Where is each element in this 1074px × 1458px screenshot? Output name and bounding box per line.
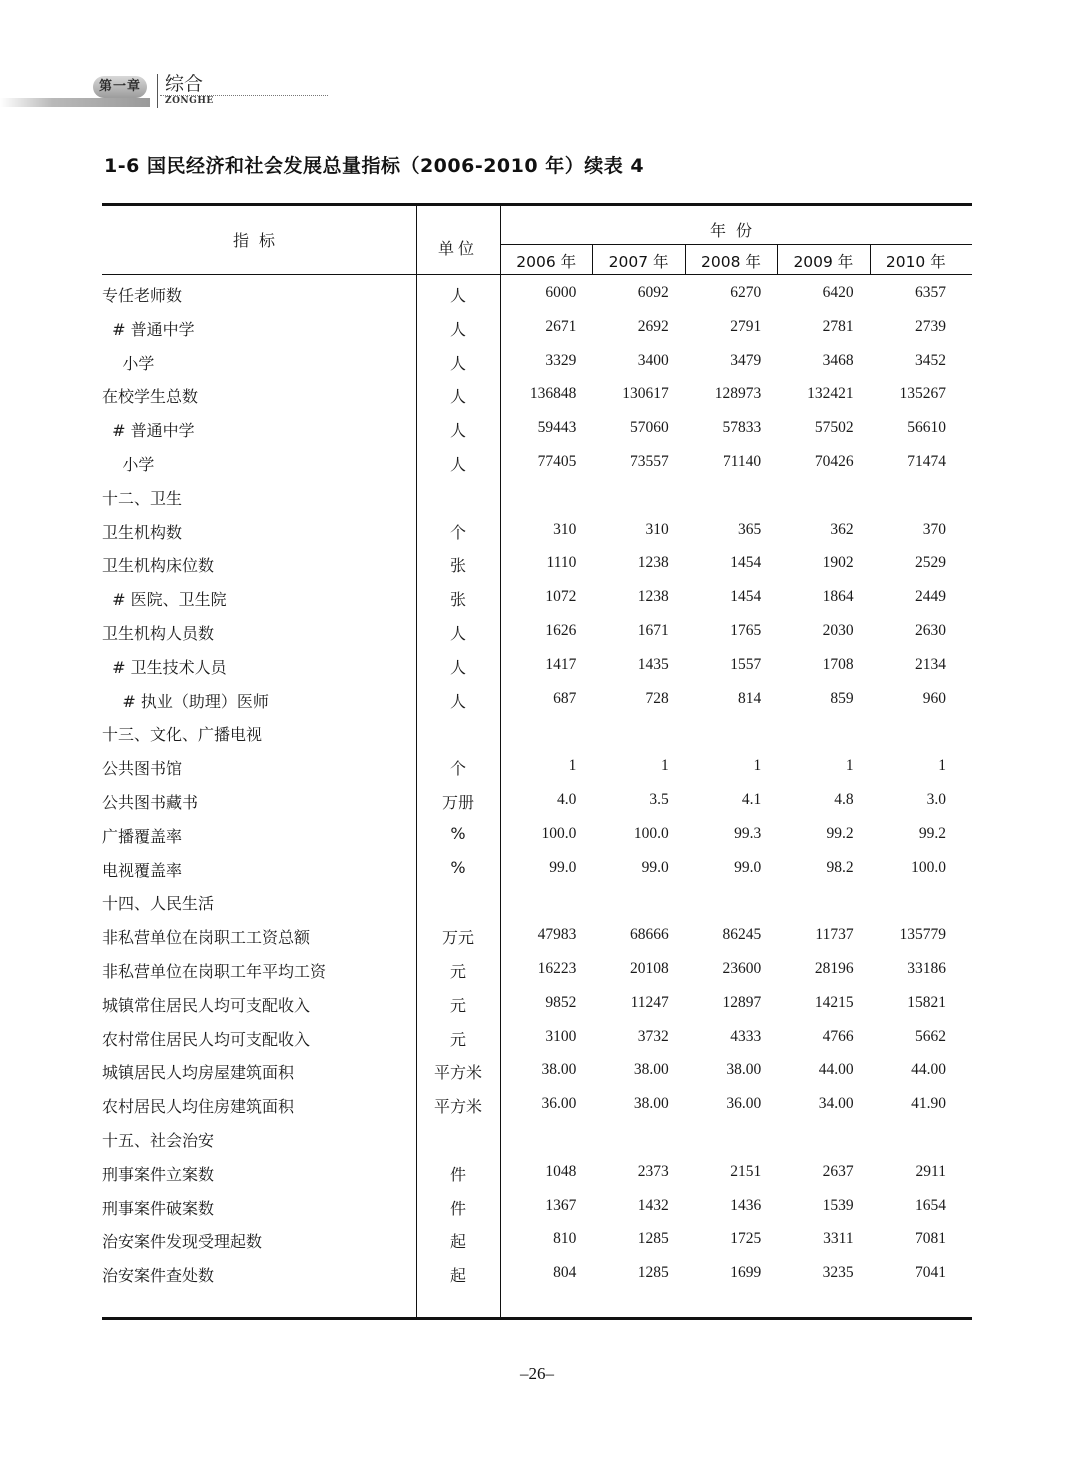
value-cell: 1454 (730, 554, 762, 572)
indicator-name: 刑事案件破案数 (102, 1198, 215, 1218)
value-cell: 728 (645, 689, 669, 707)
indicator-unit: 张 (449, 590, 466, 610)
value-cell: 362 (830, 520, 854, 538)
value-cell: 99.0 (734, 858, 762, 876)
indicator-name: # 医院、卫生院 (102, 590, 227, 610)
value-cell: 6420 (822, 284, 854, 301)
value-cell: 3100 (545, 1027, 577, 1045)
value-cell: 1 (568, 757, 577, 775)
value-cell: 365 (737, 520, 762, 538)
value-cell: 99.3 (734, 824, 762, 842)
indicator-name: 治安案件查处数 (102, 1266, 215, 1286)
value-cell: 1285 (637, 1230, 669, 1248)
value-cell: 3329 (545, 351, 577, 369)
data-table (102, 203, 972, 1320)
chapter-header (0, 70, 330, 110)
table-row (102, 1124, 972, 1158)
indicator-name: 公共图书馆 (102, 759, 183, 779)
value-cell: 99.0 (549, 858, 577, 876)
value-cell: 57060 (630, 419, 669, 437)
value-cell: 1699 (730, 1264, 762, 1282)
value-cell: 2630 (914, 621, 946, 639)
value-cell: 44.00 (818, 1061, 854, 1079)
chapter-divider (157, 74, 158, 108)
value-cell: 71474 (907, 452, 946, 470)
value-cell: 1765 (730, 621, 762, 639)
value-cell: 4.8 (834, 790, 854, 808)
value-cell: 1285 (637, 1264, 669, 1282)
value-cell: 15821 (907, 993, 946, 1011)
table-row (102, 651, 972, 685)
year-header-cell: 2010 年 (885, 253, 946, 271)
value-cell: 6357 (914, 284, 946, 301)
indicator-name: 十五、社会治安 (102, 1130, 215, 1150)
value-cell: 1539 (822, 1196, 854, 1214)
indicator-unit: 件 (449, 1198, 466, 1218)
value-cell: 36.00 (726, 1095, 762, 1113)
value-cell: 3479 (730, 351, 762, 369)
value-cell: 310 (553, 520, 577, 538)
indicator-name: 小学 (102, 454, 155, 474)
indicator-name: 农村常住居民人均可支配收入 (102, 1029, 311, 1049)
value-cell: 34.00 (818, 1095, 854, 1113)
indicator-name: 电视覆盖率 (102, 860, 183, 880)
value-cell: 135267 (899, 385, 946, 403)
indicator-unit: 元 (449, 961, 466, 981)
value-cell: 1110 (546, 554, 577, 572)
table-row (102, 820, 972, 854)
indicator-unit: % (450, 857, 466, 877)
value-cell: 11247 (630, 993, 669, 1011)
value-cell: 1 (753, 757, 762, 775)
indicator-unit: 人 (449, 454, 466, 474)
indicator-name: 十四、人民生活 (102, 894, 215, 914)
value-cell: 70426 (814, 452, 854, 470)
value-cell: 11737 (815, 926, 854, 944)
table-row (102, 617, 972, 651)
year-header-cell: 2006 年 (516, 253, 577, 271)
value-cell: 59443 (537, 419, 577, 437)
value-cell: 1 (661, 757, 669, 775)
indicator-unit: 个 (449, 522, 466, 542)
value-cell: 2134 (914, 655, 946, 673)
indicator-unit: 人 (449, 421, 466, 441)
indicator-unit: 件 (449, 1164, 466, 1184)
value-cell: 71140 (723, 452, 762, 470)
chapter-badge: 第一章 (93, 76, 147, 98)
table-body (102, 279, 972, 1293)
header-unit: 单位 (437, 239, 478, 258)
value-cell: 100.0 (911, 858, 946, 876)
indicator-unit: 个 (449, 759, 466, 779)
value-cell: 38.00 (726, 1061, 762, 1079)
table-row (102, 482, 972, 516)
value-cell: 98.2 (826, 858, 854, 876)
value-cell: 33186 (907, 959, 946, 977)
value-cell: 7081 (914, 1230, 946, 1248)
value-cell: 16223 (537, 959, 577, 977)
value-cell: 3311 (823, 1230, 854, 1248)
indicator-unit: 人 (449, 387, 466, 407)
value-cell: 136848 (529, 385, 577, 403)
value-cell: 14215 (814, 993, 854, 1011)
indicator-unit: 起 (449, 1266, 466, 1286)
value-cell: 814 (737, 689, 762, 707)
value-cell: 1 (938, 757, 946, 775)
indicator-name: 小学 (102, 353, 155, 373)
indicator-name: 广播覆盖率 (102, 826, 183, 846)
value-cell: 960 (922, 689, 946, 707)
value-cell: 4.1 (741, 790, 762, 808)
value-cell: 135779 (899, 926, 946, 944)
value-cell: 3.5 (649, 790, 669, 808)
value-cell: 4766 (822, 1027, 854, 1045)
table-row (102, 685, 972, 719)
table-row (102, 989, 972, 1023)
header-indicator: 指标 (232, 231, 285, 250)
value-cell: 12897 (722, 993, 762, 1011)
table-row (102, 955, 972, 989)
value-cell: 99.2 (918, 824, 946, 842)
value-cell: 6000 (545, 284, 577, 301)
year-header-cell: 2008 年 (701, 253, 761, 271)
table-row (102, 887, 972, 921)
indicator-name: # 卫生技术人员 (102, 657, 227, 677)
indicator-name: 城镇常住居民人均可支配收入 (102, 995, 311, 1015)
value-cell: 7041 (914, 1264, 946, 1282)
header-year-group: 年份 (709, 221, 762, 240)
value-cell: 1902 (822, 554, 854, 572)
page-number: –26– (520, 1364, 554, 1383)
value-cell: 810 (553, 1230, 577, 1248)
indicator-unit: 人 (449, 623, 466, 643)
value-cell: 20108 (630, 959, 669, 977)
value-cell: 1048 (545, 1162, 577, 1180)
value-cell: 2739 (914, 317, 946, 335)
value-cell: 3400 (637, 351, 669, 369)
value-cell: 128973 (714, 385, 762, 403)
table-row (102, 786, 972, 820)
table-row (102, 380, 972, 414)
value-cell: 1864 (822, 588, 854, 606)
table-row (102, 1090, 972, 1124)
table-row (102, 718, 972, 752)
value-cell: 2692 (637, 317, 669, 335)
year-group-rule (500, 244, 972, 245)
value-cell: 44.00 (911, 1061, 946, 1079)
table-row (102, 583, 972, 617)
table-row (102, 448, 972, 482)
indicator-unit: 张 (449, 556, 466, 576)
value-cell: 1417 (545, 655, 577, 673)
value-cell: 38.00 (633, 1095, 669, 1113)
value-cell: 2637 (822, 1162, 854, 1180)
value-cell: 6270 (730, 284, 762, 301)
indicator-name: 卫生机构人员数 (102, 623, 215, 643)
table-row (102, 921, 972, 955)
value-cell: 57833 (722, 419, 762, 437)
value-cell: 1671 (637, 621, 669, 639)
value-cell: 100.0 (633, 824, 669, 842)
value-cell: 310 (645, 520, 669, 538)
value-cell: 2791 (730, 317, 762, 335)
table-row (102, 1056, 972, 1090)
value-cell: 2671 (545, 317, 577, 335)
indicator-unit: 元 (449, 995, 466, 1015)
indicator-name: # 普通中学 (102, 319, 195, 339)
value-cell: 28196 (814, 959, 854, 977)
table-row (102, 414, 972, 448)
indicator-unit: 人 (449, 286, 466, 305)
value-cell: 99.2 (826, 824, 854, 842)
value-cell: 23600 (722, 959, 762, 977)
value-cell: 2911 (915, 1162, 946, 1180)
value-cell: 99.0 (641, 858, 669, 876)
table-title: 1-6 国民经济和社会发展总量指标（2006-2010 年）续表 4 (104, 155, 645, 177)
value-cell: 1454 (730, 588, 762, 606)
value-cell: 1436 (730, 1196, 762, 1214)
value-cell: 77405 (537, 452, 577, 470)
value-cell: 5662 (914, 1027, 946, 1045)
value-cell: 1238 (637, 554, 669, 572)
value-cell: 1432 (637, 1196, 669, 1214)
value-cell: 3452 (914, 351, 946, 369)
indicator-name: # 执业（助理）医师 (102, 691, 269, 711)
value-cell: 1654 (914, 1196, 946, 1214)
value-cell: 38.00 (541, 1061, 577, 1079)
indicator-unit: 人 (449, 353, 466, 373)
value-cell: 36.00 (541, 1095, 577, 1113)
value-cell: 2529 (914, 554, 946, 572)
value-cell: 57502 (814, 419, 854, 437)
value-cell: 1725 (730, 1230, 762, 1248)
indicator-name: # 普通中学 (102, 421, 195, 441)
value-cell: 47983 (537, 926, 577, 944)
year-header-cell: 2007 年 (608, 253, 669, 271)
indicator-name: 公共图书藏书 (102, 792, 199, 812)
value-cell: 4333 (730, 1027, 762, 1045)
value-cell: 38.00 (633, 1061, 669, 1079)
table-row (102, 1158, 972, 1192)
table-row (102, 549, 972, 583)
indicator-unit: 万册 (441, 792, 474, 812)
indicator-name: 农村居民人均住房建筑面积 (102, 1097, 295, 1117)
indicator-name: 卫生机构数 (102, 522, 183, 542)
value-cell: 1238 (637, 588, 669, 606)
year-header-cell: 2009 年 (793, 253, 854, 271)
value-cell: 2373 (637, 1162, 669, 1180)
indicator-name: 在校学生总数 (102, 387, 199, 407)
indicator-unit: 人 (449, 657, 466, 677)
header-rule (102, 274, 972, 275)
indicator-unit: 元 (449, 1029, 466, 1049)
value-cell: 3235 (822, 1264, 854, 1282)
value-cell: 86245 (722, 926, 762, 944)
indicator-unit: % (450, 823, 466, 843)
indicator-unit: 人 (449, 319, 466, 339)
value-cell: 370 (922, 520, 946, 538)
table-row (102, 854, 972, 888)
value-cell: 1 (845, 757, 854, 775)
value-cell: 9852 (545, 993, 577, 1011)
table-row (102, 347, 972, 381)
table-row (102, 1259, 972, 1293)
value-cell: 1072 (545, 588, 577, 606)
indicator-name: 十三、文化、广播电视 (102, 725, 263, 745)
indicator-unit: 万元 (441, 928, 474, 948)
value-cell: 2151 (730, 1162, 762, 1180)
indicator-name: 十二、卫生 (102, 488, 183, 508)
chapter-title: 综合 (165, 73, 204, 95)
value-cell: 1557 (730, 655, 762, 673)
value-cell: 1435 (637, 655, 669, 673)
value-cell: 804 (553, 1264, 577, 1282)
table-row (102, 516, 972, 550)
table-row (102, 313, 972, 347)
value-cell: 1626 (545, 621, 577, 639)
table-row (102, 1225, 972, 1259)
value-cell: 3732 (637, 1027, 669, 1045)
value-cell: 2449 (914, 588, 946, 606)
chapter-bar-decoration (0, 98, 150, 107)
indicator-name: 刑事案件立案数 (102, 1164, 215, 1184)
indicator-unit: 平方米 (433, 1063, 482, 1083)
indicator-name: 城镇居民人均房屋建筑面积 (102, 1063, 295, 1083)
value-cell: 3.0 (926, 790, 946, 808)
indicator-name: 卫生机构床位数 (102, 556, 215, 576)
value-cell: 2781 (822, 317, 854, 335)
indicator-name: 专任老师数 (102, 286, 183, 305)
table-row (102, 1023, 972, 1057)
value-cell: 859 (830, 689, 854, 707)
value-cell: 41.90 (911, 1095, 946, 1113)
value-cell: 73557 (630, 452, 669, 470)
indicator-unit: 起 (449, 1232, 466, 1252)
value-cell: 2030 (822, 621, 854, 639)
value-cell: 56610 (907, 419, 946, 437)
table-row (102, 752, 972, 786)
indicator-name: 非私营单位在岗职工年平均工资 (102, 961, 327, 981)
indicator-unit: 人 (449, 691, 466, 711)
indicator-name: 非私营单位在岗职工工资总额 (102, 928, 311, 948)
table-row (102, 1192, 972, 1226)
value-cell: 1367 (545, 1196, 577, 1214)
value-cell: 1708 (822, 655, 854, 673)
value-cell: 68666 (630, 926, 669, 944)
value-cell: 130617 (622, 385, 669, 403)
value-cell: 132421 (807, 385, 854, 403)
value-cell: 3468 (822, 351, 854, 369)
value-cell: 4.0 (557, 790, 577, 808)
indicator-unit: 平方米 (433, 1097, 482, 1117)
indicator-name: 治安案件发现受理起数 (102, 1232, 263, 1252)
value-cell: 100.0 (541, 824, 577, 842)
table-row (102, 279, 972, 313)
value-cell: 6092 (637, 284, 669, 301)
value-cell: 687 (553, 689, 577, 707)
chapter-subtitle: ZONGHE (165, 96, 214, 106)
